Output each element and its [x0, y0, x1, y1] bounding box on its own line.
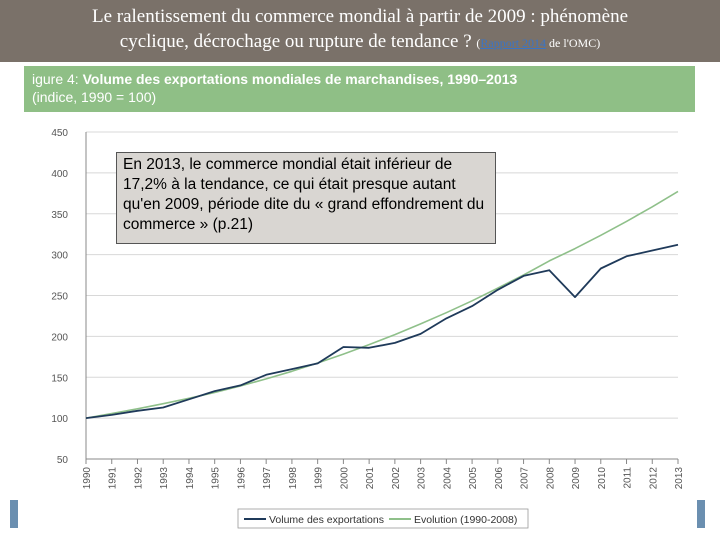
y-tick-label: 50 — [56, 455, 68, 466]
x-tick-label: 2006 — [493, 467, 505, 490]
x-tick-label: 2008 — [545, 467, 557, 490]
x-tick-label: 1998 — [287, 467, 299, 490]
x-tick-label: 2010 — [596, 467, 608, 490]
x-tick-label: 2005 — [468, 467, 480, 490]
y-tick-label: 350 — [51, 209, 68, 221]
x-tick-label: 2012 — [648, 467, 660, 490]
y-tick-label: 200 — [51, 332, 68, 344]
x-tick-label: 1992 — [133, 467, 145, 490]
x-tick-label: 1991 — [107, 467, 119, 490]
figure-title-text: Volume des exportations mondiales de marchandises, 1990–2013 — [82, 71, 518, 87]
x-tick-label: 1995 — [210, 467, 222, 490]
annotation-box: En 2013, le commerce mondial était inférieur de 17,2% à la tendance, ce qui était presque autant qu'en 2009, période dite du « grand effondrement du commerce » (p.21) — [116, 152, 496, 244]
y-tick-label: 300 — [51, 250, 68, 262]
legend-label: Volume des exportations — [269, 514, 384, 526]
y-tick-label: 100 — [51, 414, 68, 426]
y-tick-label: 250 — [51, 291, 68, 303]
x-tick-label: 2009 — [571, 467, 583, 490]
x-tick-label: 2013 — [674, 467, 685, 490]
x-tick-label: 1997 — [262, 467, 274, 490]
slide-title-line2-text: cyclique, décrochage ou rupture de tendance ? — [119, 31, 472, 52]
x-tick-label: 2002 — [390, 467, 402, 490]
legend-label: Evolution (1990-2008) — [414, 514, 518, 526]
y-tick-label: 450 — [51, 128, 68, 139]
x-tick-label: 2000 — [339, 467, 351, 490]
slide-title-line1: Le ralentissement du commerce mondial à partir de 2009 : phénomène — [91, 6, 629, 27]
source-open: ( — [476, 36, 481, 50]
x-tick-label: 1999 — [313, 467, 325, 490]
x-tick-label: 1993 — [159, 467, 171, 490]
source-link[interactable]: Rapport 2014 — [480, 36, 547, 50]
y-tick-label: 400 — [51, 168, 68, 180]
source-rest: de l'OMC) — [546, 36, 601, 50]
x-tick-label: 2003 — [416, 467, 428, 490]
x-tick-label: 2007 — [519, 467, 531, 490]
x-tick-label: 2001 — [365, 467, 377, 490]
x-tick-label: 1996 — [236, 467, 248, 490]
y-tick-label: 150 — [51, 373, 68, 385]
figure-subtitle: (indice, 1990 = 100) — [32, 89, 157, 105]
x-tick-label: 1994 — [184, 467, 196, 490]
series-line-exports — [86, 245, 678, 418]
x-tick-label: 2004 — [442, 467, 454, 490]
figure-label: igure 4: — [32, 71, 83, 87]
x-tick-label: 1990 — [82, 467, 93, 490]
x-tick-label: 2011 — [622, 467, 634, 489]
